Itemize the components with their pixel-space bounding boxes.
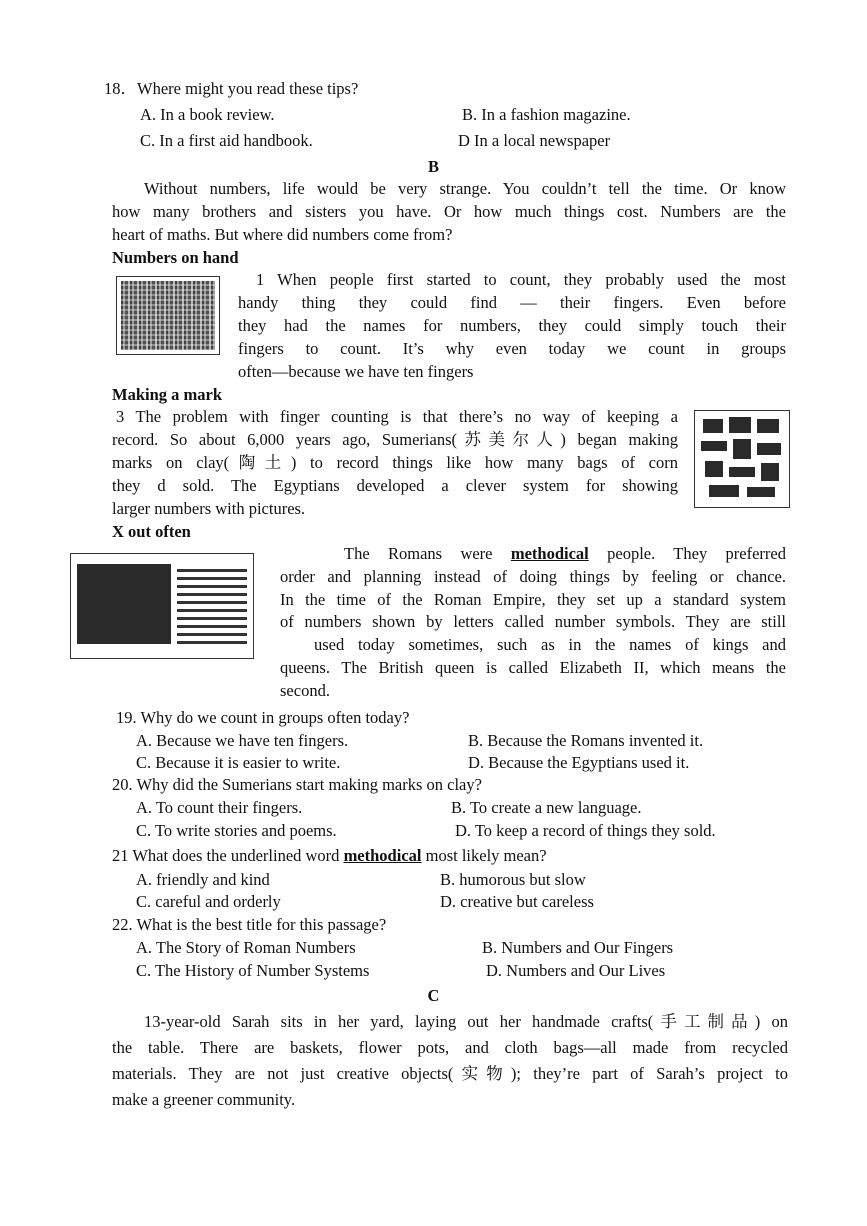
section-c-line-4: make a greener community. <box>112 1090 296 1109</box>
sub3-line-1-pre: The Romans were <box>344 544 511 563</box>
q21-option-c: C. careful and orderly <box>136 892 281 911</box>
roman-numerals-image <box>70 553 254 659</box>
q20-question: 20. Why did the Sumerians start making marks on clay? <box>112 775 482 794</box>
sub1-line-4: fingers to count. It’s why even today we count in groups <box>238 339 786 358</box>
q19-option-a: A. Because we have ten fingers. <box>136 731 349 750</box>
q20-option-a: A. To count their fingers. <box>136 798 303 817</box>
q22-option-b: B. Numbers and Our Fingers <box>482 938 674 957</box>
fingers-counting-image <box>116 276 220 355</box>
q21-question <box>112 845 547 867</box>
q22-question: 22. What is the best title for this passage? <box>112 915 387 934</box>
sub3-line-6: queens. The British queen is called Elizabeth II, which means the <box>280 658 786 677</box>
sub1-line-3: they had the names for numbers, they could simply touch their <box>238 316 786 335</box>
q18-option-b: B. In a fashion magazine. <box>462 105 631 124</box>
sub2-line-1: 3 The problem with finger counting is that there’s no way of keeping a <box>116 407 678 426</box>
subheading-x-out-often: X out often <box>112 522 191 541</box>
q18-option-d: D In a local newspaper <box>458 131 611 150</box>
q19-question: 19. Why do we count in groups often today? <box>116 708 410 727</box>
sub2-line-2: record. So about 6,000 years ago, Sumerians(苏美尔人) began making <box>112 430 678 449</box>
q21-option-a: A. friendly and kind <box>136 870 270 889</box>
section-c-line-2: the table. There are baskets, flower pots, and cloth bags—all made from recycled <box>112 1038 788 1057</box>
section-c-heading: C <box>427 986 440 1005</box>
q21-underlined-word: methodical <box>343 846 422 865</box>
sub3-line-5: used today sometimes, such as in the names of kings and <box>314 635 786 654</box>
q20-option-b: B. To create a new language. <box>451 798 642 817</box>
intro-line-3: heart of maths. But where did numbers come from? <box>112 225 453 244</box>
q21-question-post: most likely mean? <box>421 846 547 865</box>
sub1-line-1: 1 When people first started to count, they probably used the most <box>256 270 786 289</box>
sub2-line-5: larger numbers with pictures. <box>112 499 306 518</box>
clay-tablet-image <box>694 410 790 508</box>
q20-option-d: D. To keep a record of things they sold. <box>455 821 716 840</box>
q19-option-b: B. Because the Romans invented it. <box>468 731 704 750</box>
section-c-line-3: materials. They are not just creative objects(实物); they’re part of Sarah’s project to <box>112 1064 788 1083</box>
q18-question: 18．Where might you read these tips? <box>104 79 359 98</box>
sub2-line-4: they d sold. The Egyptians developed a clever system for showing <box>112 476 678 495</box>
sub3-line-1-post: people. They preferred <box>588 544 786 563</box>
subheading-numbers-on-hand: Numbers on hand <box>112 248 239 267</box>
methodical-underlined-word: methodical <box>510 544 589 563</box>
q22-option-c: C. The History of Number Systems <box>136 961 370 980</box>
q18-option-a: A. In a book review. <box>140 105 275 124</box>
subheading-making-a-mark: Making a mark <box>112 385 223 404</box>
intro-line-2: how many brothers and sisters you have. Or how much things cost. Numbers are the <box>112 202 786 221</box>
intro-line-1: Without numbers, life would be very strange. You couldn’t tell the time. Or know <box>144 179 786 198</box>
sub3-line-3: In the time of the Roman Empire, they set up a standard system <box>280 590 786 609</box>
q19-option-d: D. Because the Egyptians used it. <box>468 753 690 772</box>
section-b-heading: B <box>427 157 439 176</box>
sub1-line-5: often—because we have ten fingers <box>238 362 474 381</box>
sub3-line-4: of numbers shown by letters called number symbols. They are still <box>280 612 786 631</box>
q21-question-pre: 21 What does the underlined word <box>112 846 344 865</box>
q21-option-d: D. creative but careless <box>440 892 594 911</box>
q19-option-c: C. Because it is easier to write. <box>136 753 341 772</box>
q22-option-a: A. The Story of Roman Numbers <box>136 938 356 957</box>
sub2-line-3: marks on clay(陶土) to record things like how many bags of corn <box>112 453 678 472</box>
q18-option-c: C. In a first aid handbook. <box>140 131 313 150</box>
q21-option-b: B. humorous but slow <box>440 870 586 889</box>
sub1-line-2: handy thing they could find — their fingers. Even before <box>238 293 786 312</box>
sub3-line-7: second. <box>280 681 330 700</box>
sub3-line-1 <box>344 543 786 565</box>
q20-option-c: C. To write stories and poems. <box>136 821 337 840</box>
section-c-line-1: 13-year-old Sarah sits in her yard, laying out her handmade crafts(手工制品) on <box>144 1012 788 1031</box>
q22-option-d: D. Numbers and Our Lives <box>486 961 666 980</box>
sub3-line-2: order and planning instead of doing things by feeling or chance. <box>280 567 786 586</box>
